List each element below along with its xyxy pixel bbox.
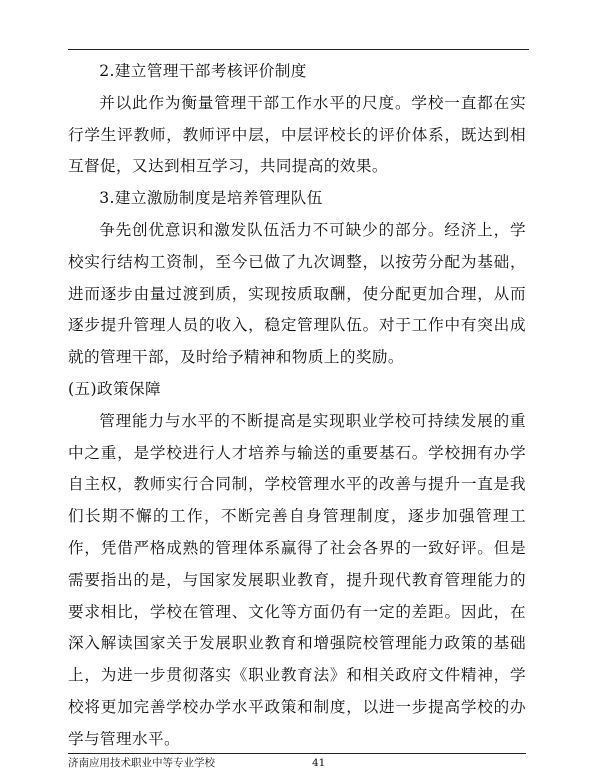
page-number: 41 — [312, 757, 326, 769]
section-heading-policy: (五)政策保障 — [68, 379, 161, 398]
header-rule — [68, 49, 529, 50]
subheading-evaluation-system: 2.建立管理干部考核评价制度 — [99, 62, 307, 80]
paragraph-policy: 管理能力与水平的不断提高是实现职业学校可持续发展的重中之重，是学校进行人才培养与输送的重要基石。学校拥有办学自主权，教师实行合同制，学校管理水平的改善与提升一直是我们长期不懈的工作，不断完善自身管理制度，逐步加强管理工作，凭借严格成熟的管理体系赢得了社会各界的一致好评。但是需要指出的是，与国家发展职业教育，提升现代教育管理能力的要求相比，学校在管理、文化等方面仍有一定的差距。因此，在深入解读国家关于发展职业教育和增强院校管理能力政策的基础上，为进一步贯彻落实《职业教育法》和相关政府文件精神，学校将更加完善学校办学水平政策和制度，以进一步提高学校的办学与管理水平。 — [68, 411, 526, 748]
page-footer — [68, 755, 526, 773]
footer-rule — [68, 753, 526, 754]
subheading-incentive-system: 3.建立激励制度是培养管理队伍 — [99, 189, 323, 208]
paragraph-incentive: 争先创优意识和激发队伍活力不可缺少的部分。经济上，学校实行结构工资制，至今已做了九次调整，以按劳分配为基础，进而逐步由量过渡到质，实现按质取酬，使分配更加合理，从而逐步提升管理人员的收入，稳定管理队伍。对于工作中有突出成就的管理干部，及时给予精神和物质上的奖励。 — [68, 220, 526, 367]
footer-school-name: 济南应用技术职业中等专业学校 — [68, 757, 215, 769]
page-body — [68, 56, 526, 756]
paragraph-evaluation: 并以此作为衡量管理干部工作水平的尺度。学校一直都在实行学生评教师，教师评中层，中层评校长的评价体系，既达到相互督促，又达到相互学习，共同提高的效果。 — [68, 93, 526, 176]
